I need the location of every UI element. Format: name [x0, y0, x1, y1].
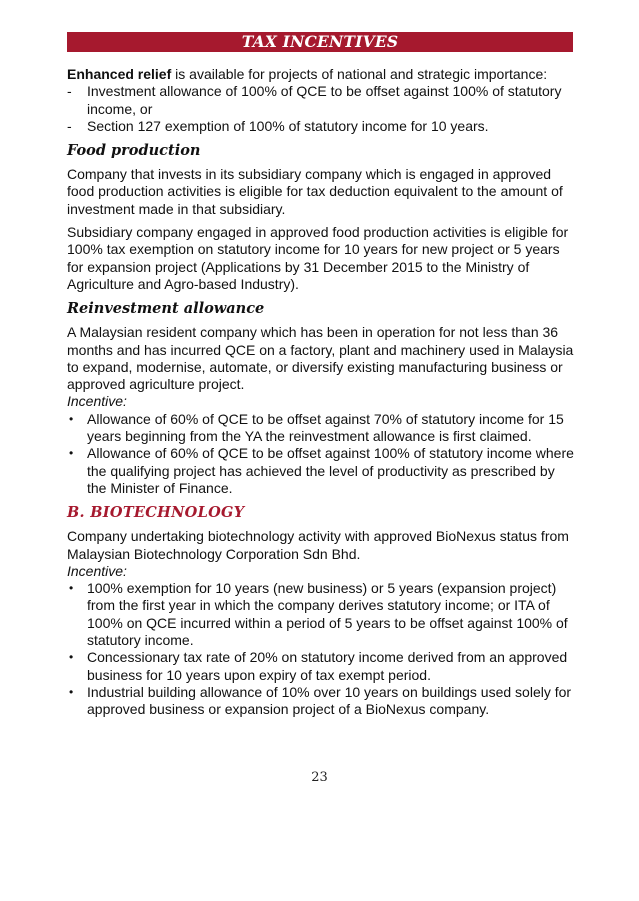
biotechnology-bullet: [67, 684, 577, 719]
reinvestment-bullet: [67, 411, 577, 446]
food-paragraph: Company that invests in its subsidiary company which is engaged in approved food production activities is eligible for tax deduction equivalent to the amount of investment made in that subsidiary.: [67, 166, 563, 217]
incentive-label: Incentive:: [67, 562, 127, 579]
enhanced-item: [67, 83, 577, 118]
bullet-marker: •: [69, 581, 74, 596]
enhanced-item-text: Section 127 exemption of 100% of statutory income for 10 years.: [87, 117, 489, 134]
enhanced-relief-intro: [67, 66, 577, 83]
section-banner: TAX INCENTIVES: [67, 32, 573, 52]
bullet-text: Allowance of 60% of QCE to be offset against 70% of statutory income for 15 years beginning from the YA the reinvestment allowance is first claimed.: [87, 410, 564, 445]
enhanced-relief-lead: Enhanced relief: [67, 66, 172, 82]
enhanced-item: [67, 118, 577, 135]
enhanced-relief-rest: is available for projects of national and strategic importance:: [171, 66, 548, 82]
reinvestment-bullet: [67, 445, 577, 497]
bullet-text: 100% exemption for 10 years (new business) or 5 years (expansion project) from the first year in which the company derives statutory income; or ITA of 100% on QCE incurred within a period of 5 years to be offset against 100% of statutory income.: [87, 580, 568, 649]
bullet-marker: •: [69, 650, 74, 665]
food-production-heading: Food production: [67, 142, 201, 160]
bullet-text: Concessionary tax rate of 20% on statutory income derived from an approved business for 10 years upon expiry of tax exempt period.: [87, 649, 568, 683]
bullet-text: Allowance of 60% of QCE to be offset against 100% of statutory income where the qualifying project has achieved the level of productivity as prescribed by the Minister of Finance.: [87, 445, 574, 496]
bullet-text: Industrial building allowance of 10% over 10 years on buildings used solely for approved business or expansion project of a BioNexus company.: [87, 683, 572, 718]
bullet-marker: •: [69, 684, 74, 699]
page-number: 23: [311, 770, 328, 785]
reinvestment-heading: Reinvestment allowance: [67, 300, 265, 318]
page-content: [67, 66, 577, 719]
biotechnology-paragraph: Company undertaking biotechnology activity with approved BioNexus status from Malaysian Biotechnology Corporation Sdn Bhd.: [67, 528, 569, 562]
enhanced-item-text: Investment allowance of 100% of QCE to be offset against 100% of statutory income, or: [87, 83, 562, 117]
dash-marker: -: [67, 83, 72, 100]
biotechnology-bullet: [67, 649, 577, 684]
incentive-label: Incentive:: [67, 393, 127, 410]
biotechnology-bullet: [67, 580, 577, 649]
reinvestment-paragraph: A Malaysian resident company which has been in operation for not less than 36 months and has incurred QCE on a factory, plant and machinery used in Malaysia to expand, modernise, automate, or diversify existing manufacturing business or approved agriculture project.: [67, 324, 574, 393]
biotechnology-heading: B. BIOTECHNOLOGY: [67, 504, 245, 522]
bullet-marker: •: [69, 446, 74, 461]
bullet-marker: •: [69, 411, 74, 426]
food-paragraph: Subsidiary company engaged in approved food production activities is eligible for 100% tax exemption on statutory income for 10 years for new project or 5 years for expansion project (Applications by 31 December 2015 to the Ministry of Agriculture and Agro-based Industry).: [67, 224, 569, 292]
dash-marker: -: [67, 117, 72, 134]
